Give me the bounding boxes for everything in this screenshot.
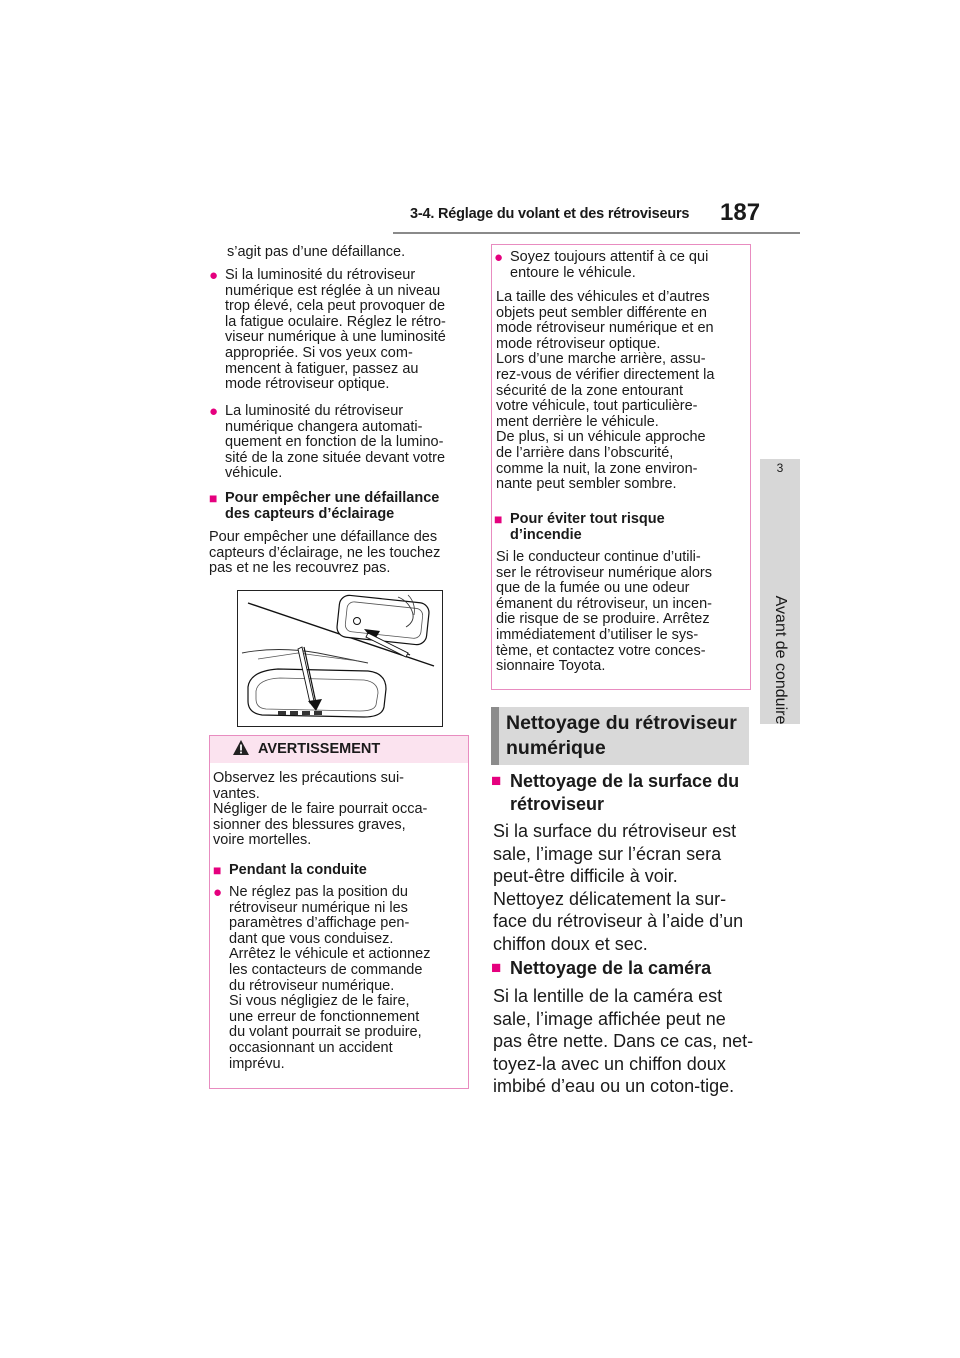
list-item <box>494 250 748 281</box>
subheading <box>209 491 469 522</box>
running-header-section: 3-4. Réglage du volant et des rétroviseurs <box>410 206 690 222</box>
subheading-text: Pour empêcher une défaillance des capteurs d’éclairage <box>225 490 440 522</box>
square-marker-icon: ■ <box>491 771 502 790</box>
bullet-text: La luminosité du rétroviseur numérique changera automati- quement en fonction de la lumino- sité de la zone située devant votre véhicule. <box>225 403 446 482</box>
paragraph: La taille des véhicules et d’autres objets peut sembler différente en mode rétroviseur numérique et en mode rétroviseur optique. Lors d’une marche arrière, assu- rez-vous de vérifier directement la sécurité de la zone entourant votre véhicule, tout particulière- ment derrière le véhicule. De plus, si un véhicule approche de l’arrière dans l’obscurité, comme la nuit, la zone environ- nante peut sembler sombre. <box>496 289 715 493</box>
square-marker-icon: ■ <box>209 490 218 506</box>
section-title-bar <box>491 707 499 765</box>
subheading-text: Nettoyage de la caméra <box>510 958 712 978</box>
circle-bullet-icon: ● <box>209 267 219 284</box>
subheading-text: Nettoyage de la surface du rétroviseur <box>510 771 740 814</box>
continued-text: s’agit pas d’une défaillance. <box>227 244 406 260</box>
chapter-label: Avant de conduire <box>772 595 789 725</box>
warning-intro: Observez les précautions sui- vantes. Négliger de le faire pourrait occa- sionner des blessures graves, voire mortelles. <box>213 770 428 849</box>
section-title: Nettoyage du rétroviseur numérique <box>506 712 737 759</box>
subheading-text: Pour éviter tout risque d’incendie <box>510 511 665 543</box>
mirror-illustration-svg <box>238 591 442 726</box>
page-number: 187 <box>720 199 761 226</box>
bullet-text: Ne réglez pas la position du rétroviseur numérique ni les paramètres d’affichage pen- dant que vous conduisez. Arrêtez le véhicule et actionnez les contacteurs de commande du rétroviseur numérique. Si vous négligiez de le faire, une erreur de fonctionnement du volant pourrait se produire, occasionnant un accident imprévu. <box>229 884 431 1072</box>
warning-subheading <box>213 863 465 879</box>
paragraph: Pour empêcher une défaillance des capteurs d’éclairage, ne les touchez pas et ne les recouvrez pas. <box>209 529 441 577</box>
square-marker-icon: ■ <box>491 958 502 977</box>
subheading-text: Pendant la conduite <box>229 862 367 878</box>
list-item <box>209 404 469 482</box>
paragraph: Si la lentille de la caméra est sale, l’image affichée peut ne pas être nette. Dans ce cas, net- toyez-la avec un chiffon doux imbibé d’eau ou un coton-tige. <box>493 986 754 1097</box>
paragraph: Si la surface du rétroviseur est sale, l’image sur l’écran sera peut-être difficile à voir. Nettoyez délicatement la sur- face du rétroviseur à l’aide d’un chiffon doux et sec. <box>493 821 744 954</box>
subheading <box>491 770 753 815</box>
warning-triangle-icon <box>232 739 250 761</box>
square-marker-icon: ■ <box>213 862 222 878</box>
list-item <box>209 268 469 393</box>
chapter-number: 3 <box>776 461 784 475</box>
paragraph: Si le conducteur continue d’utili- ser le rétroviseur numérique alors que de la fumée ou une odeur émanent du rétroviseur, un incen- die risque de se produire. Arrêtez immédiatement d’utiliser le sys- tème, et contactez votre conces- sionnaire Toyota. <box>496 549 713 675</box>
square-marker-icon: ■ <box>494 511 503 527</box>
warning-title: AVERTISSEMENT <box>258 741 381 757</box>
list-item <box>213 885 467 1072</box>
bullet-text: Si la luminosité du rétroviseur numérique est réglée à un niveau trop élevé, cela peut provoquer de la fatigue oculaire. Réglez le rétro- viseur numérique à une luminosité appropriée. Si vos yeux com- mencent à fatiguer, passez au mode rétroviseur optique. <box>225 267 446 393</box>
bullet-text: Soyez toujours attentif à ce qui entoure le véhicule. <box>510 249 709 281</box>
circle-bullet-icon: ● <box>209 403 219 420</box>
header-rule <box>393 232 800 234</box>
circle-bullet-icon: ● <box>213 884 223 901</box>
mirror-illustration <box>237 590 443 727</box>
subheading <box>491 957 753 980</box>
subheading <box>494 512 748 543</box>
circle-bullet-icon: ● <box>494 249 504 266</box>
